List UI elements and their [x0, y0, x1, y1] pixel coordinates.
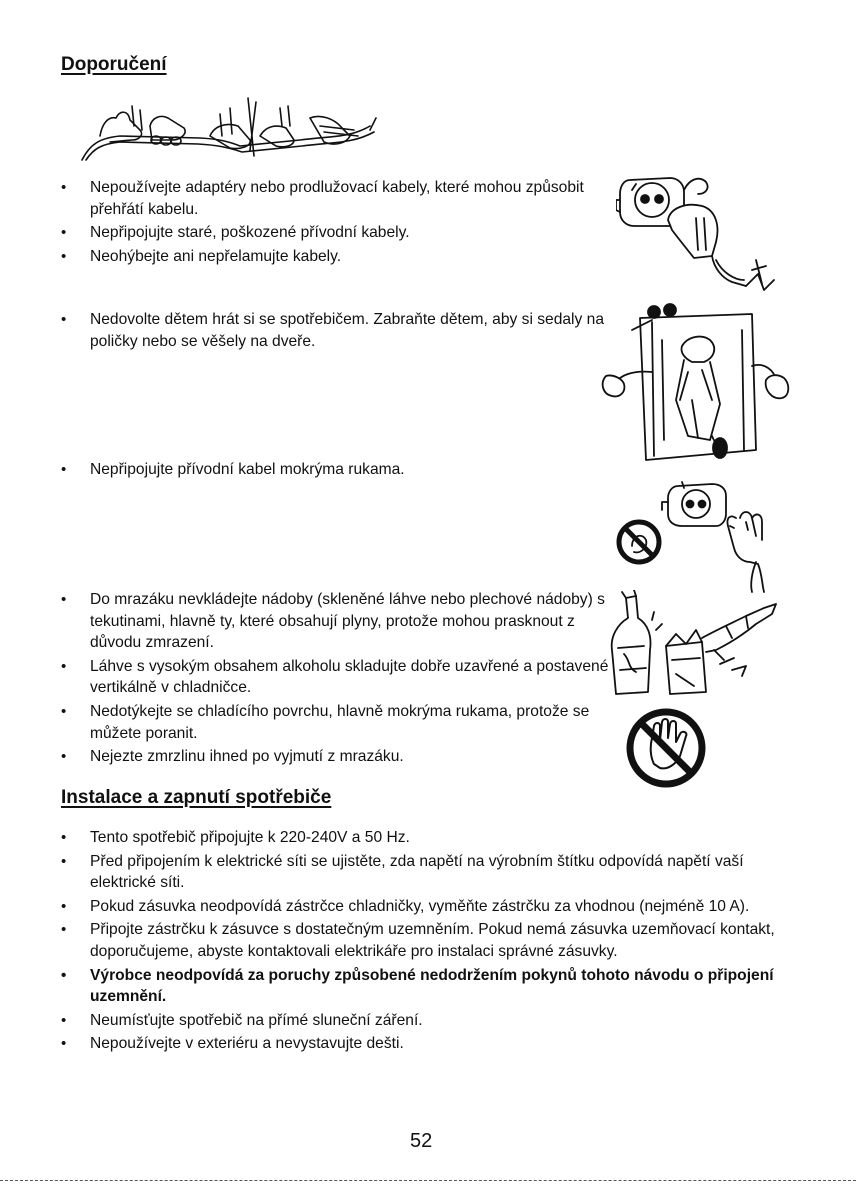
list-item: • Nepoužívejte v exteriéru a nevystavujte dešti.: [61, 1033, 796, 1055]
section-heading-installation: Instalace a zapnutí spotřebiče: [61, 787, 332, 808]
section-heading-recommendations: Doporučení: [61, 54, 167, 75]
footer-divider: [0, 1180, 856, 1181]
recommendations-list-wet-hands: [61, 459, 601, 483]
installation-list: [61, 827, 796, 1057]
breaking-bottles-icon: [606, 590, 786, 700]
list-item: • Pokud zásuvka neodpovídá zástrčce chladničky, vyměňte zástrčku za vhodnou (nejméně 10 A).: [61, 896, 796, 918]
list-item: • Do mrazáku nevkládejte nádoby (skleněné láhve nebo plechové nádoby) s tekutinami, hlavně ty, které obsahují plyny, protože mohou prasknout z důvodu zmrazení.: [61, 589, 616, 654]
list-item: • Láhve s vysokým obsahem alkoholu skladujte dobře uzavřené a postavené vertikálně v chladničce.: [61, 656, 616, 699]
list-item-warning: • Výrobce neodpovídá za poruchy způsobené nedodržením pokynů tohoto návodu o připojení uzemnění.: [61, 965, 796, 1008]
child-hanging-on-fridge-door-icon: [592, 300, 792, 470]
recommendations-list-freezer: [61, 589, 616, 770]
list-item: • Neumísťujte spotřebič na přímé sluneční záření.: [61, 1010, 796, 1032]
list-item: • Tento spotřebič připojujte k 220-240V a 50 Hz.: [61, 827, 796, 849]
hands-bending-cable-icon: [80, 96, 390, 162]
list-item: • Nedotýkejte se chladícího povrchu, hlavně mokrýma rukama, protože se můžete poranit.: [61, 701, 616, 744]
list-item: • Nepřipojujte staré, poškozené přívodní kabely.: [61, 222, 601, 244]
list-item: • Neohýbejte ani nepřelamujte kabely.: [61, 246, 601, 268]
page-number: 52: [410, 1130, 433, 1152]
list-item: • Nepřipojujte přívodní kabel mokrýma rukama.: [61, 459, 601, 481]
recommendations-list-children: [61, 309, 621, 354]
wet-hand-no-touch-socket-icon: [612, 474, 782, 594]
socket-with-plug-icon: [616, 168, 784, 296]
list-item: • Před připojením k elektrické síti se ujistěte, zda napětí na výrobním štítku odpovídá napětí vaší elektrické síti.: [61, 851, 796, 894]
list-item: • Připojte zástrčku k zásuvce s dostatečným uzemněním. Pokud nemá zásuvka uzemňovací kontakt, doporučujeme, abyste kontaktovali elektrikáře pro instalaci správné zásuvky.: [61, 919, 796, 962]
list-item: • Nejezte zmrzlinu ihned po vyjmutí z mrazáku.: [61, 746, 616, 768]
list-item: • Nepoužívejte adaptéry nebo prodlužovací kabely, které mohou způsobit přehřátí kabelu.: [61, 177, 601, 220]
recommendations-list-cables: [61, 177, 601, 269]
list-item: • Nedovolte dětem hrát si se spotřebičem. Zabraňte dětem, aby si sedaly na poličky nebo se věšely na dveře.: [61, 309, 621, 352]
no-touch-hand-icon: [624, 706, 708, 790]
